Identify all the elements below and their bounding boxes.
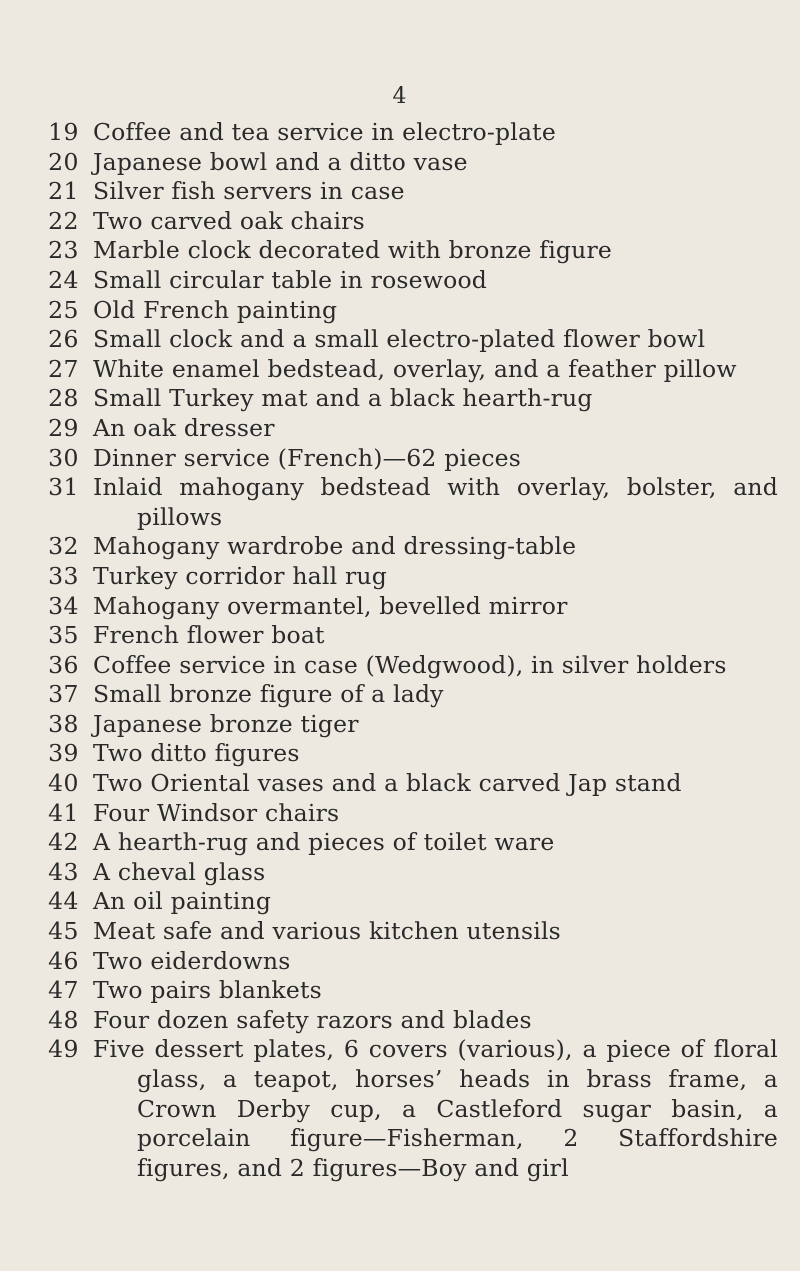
lot-description: Japanese bowl and a ditto vase <box>93 147 468 176</box>
lot-number: 19 <box>48 118 79 146</box>
lot-entry <box>0 651 800 681</box>
lot-description: A hearth-rug and pieces of toilet ware <box>93 828 555 857</box>
lot-description: An oil painting <box>93 887 272 916</box>
lot-description: Four Windsor chairs <box>93 798 340 827</box>
lot-entry <box>0 828 800 858</box>
lot-number: 35 <box>48 621 79 650</box>
lot-number: 36 <box>48 650 79 679</box>
lot-description: Old French painting <box>93 295 338 324</box>
lot-entry <box>0 207 800 237</box>
lot-description: Two carved oak chairs <box>93 206 365 235</box>
lot-entry <box>0 355 800 385</box>
lot-description: Mahogany overmantel, bevelled mirror <box>93 591 568 620</box>
lot-entry <box>0 592 800 622</box>
lot-number: 28 <box>48 384 79 413</box>
lot-entry <box>0 384 800 414</box>
lot-number: 31 <box>48 473 79 502</box>
lot-description: Coffee service in case (Wedgwood), in silver holders <box>93 650 727 679</box>
lot-description: Small circular table in rosewood <box>93 265 488 294</box>
lot-number: 21 <box>48 177 79 206</box>
lot-description: Four dozen safety razors and blades <box>93 1005 532 1034</box>
lot-description: Two ditto figures <box>93 739 300 768</box>
lot-number: 39 <box>48 739 79 768</box>
lot-entry <box>0 1035 800 1183</box>
lot-entry <box>0 1006 800 1036</box>
lot-entry <box>0 325 800 355</box>
lot-number: 26 <box>48 325 79 354</box>
lot-description: Inlaid mahogany bedstead with overlay, bolster, and pillows <box>93 473 778 531</box>
lot-number: 33 <box>48 561 79 590</box>
lot-number: 47 <box>48 976 79 1005</box>
lot-number: 24 <box>48 265 79 294</box>
lot-number: 48 <box>48 1005 79 1034</box>
lot-entry <box>0 266 800 296</box>
lot-entry <box>0 177 800 207</box>
lot-entry <box>0 739 800 769</box>
lot-number: 38 <box>48 709 79 738</box>
lot-number: 37 <box>48 680 79 709</box>
lot-description: Two pairs blankets <box>93 976 322 1005</box>
lot-description: French flower boat <box>93 621 325 650</box>
lot-number: 49 <box>48 1035 79 1064</box>
lot-entry <box>0 236 800 266</box>
lot-entry <box>0 799 800 829</box>
lot-entry <box>0 680 800 710</box>
lot-number: 23 <box>48 236 79 265</box>
lot-description: Dinner service (French)—62 pieces <box>93 443 522 472</box>
lot-list <box>0 118 800 1183</box>
lot-number: 46 <box>48 946 79 975</box>
lot-entry <box>0 414 800 444</box>
lot-number: 34 <box>48 591 79 620</box>
lot-number: 29 <box>48 413 79 442</box>
lot-description: Small clock and a small electro-plated flower bowl <box>93 325 706 354</box>
lot-entry <box>0 858 800 888</box>
lot-description: Two Oriental vases and a black carved Jap stand <box>93 769 682 798</box>
lot-number: 20 <box>48 147 79 176</box>
lot-entry <box>0 976 800 1006</box>
lot-description: White enamel bedstead, overlay, and a feather pillow <box>93 354 737 383</box>
lot-description: Small bronze figure of a lady <box>93 680 444 709</box>
lot-description: An oak dresser <box>93 413 275 442</box>
lot-number: 43 <box>48 857 79 886</box>
lot-description: Marble clock decorated with bronze figure <box>93 236 613 265</box>
page-number: 4 <box>392 84 408 109</box>
lot-description: Meat safe and various kitchen utensils <box>93 917 561 946</box>
lot-entry <box>0 769 800 799</box>
lot-entry <box>0 562 800 592</box>
lot-description: Two eiderdowns <box>93 946 291 975</box>
lot-entry <box>0 444 800 474</box>
lot-entry <box>0 710 800 740</box>
lot-entry <box>0 947 800 977</box>
lot-number: 41 <box>48 798 79 827</box>
lot-entry <box>0 118 800 148</box>
lot-number: 22 <box>48 206 79 235</box>
lot-number: 32 <box>48 532 79 561</box>
lot-description: Small Turkey mat and a black hearth-rug <box>93 384 593 413</box>
lot-entry <box>0 917 800 947</box>
lot-number: 27 <box>48 354 79 383</box>
lot-entry <box>0 621 800 651</box>
lot-description: Japanese bronze tiger <box>93 709 359 738</box>
lot-entry <box>0 887 800 917</box>
lot-entry <box>0 532 800 562</box>
lot-entry <box>0 148 800 178</box>
lot-number: 45 <box>48 917 79 946</box>
lot-description: Turkey corridor hall rug <box>93 561 387 590</box>
lot-number: 42 <box>48 828 79 857</box>
lot-number: 40 <box>48 769 79 798</box>
lot-entry <box>0 473 800 532</box>
lot-number: 25 <box>48 295 79 324</box>
lot-description: Mahogany wardrobe and dressing-table <box>93 532 577 561</box>
lot-number: 44 <box>48 887 79 916</box>
lot-description: Silver fish servers in case <box>93 177 405 206</box>
lot-description: Coffee and tea service in electro-plate <box>93 118 556 146</box>
lot-number: 30 <box>48 443 79 472</box>
lot-description: Five dessert plates, 6 covers (various), a piece of floral glass, a teapot, horses’ heads in brass frame, a Crown Derby cup, a Castleford sugar basin, a porcelain figure—Fisherman, 2 Staffordshire figures, and 2 figures—Boy and girl <box>93 1035 778 1182</box>
lot-description: A cheval glass <box>93 857 266 886</box>
lot-entry <box>0 296 800 326</box>
